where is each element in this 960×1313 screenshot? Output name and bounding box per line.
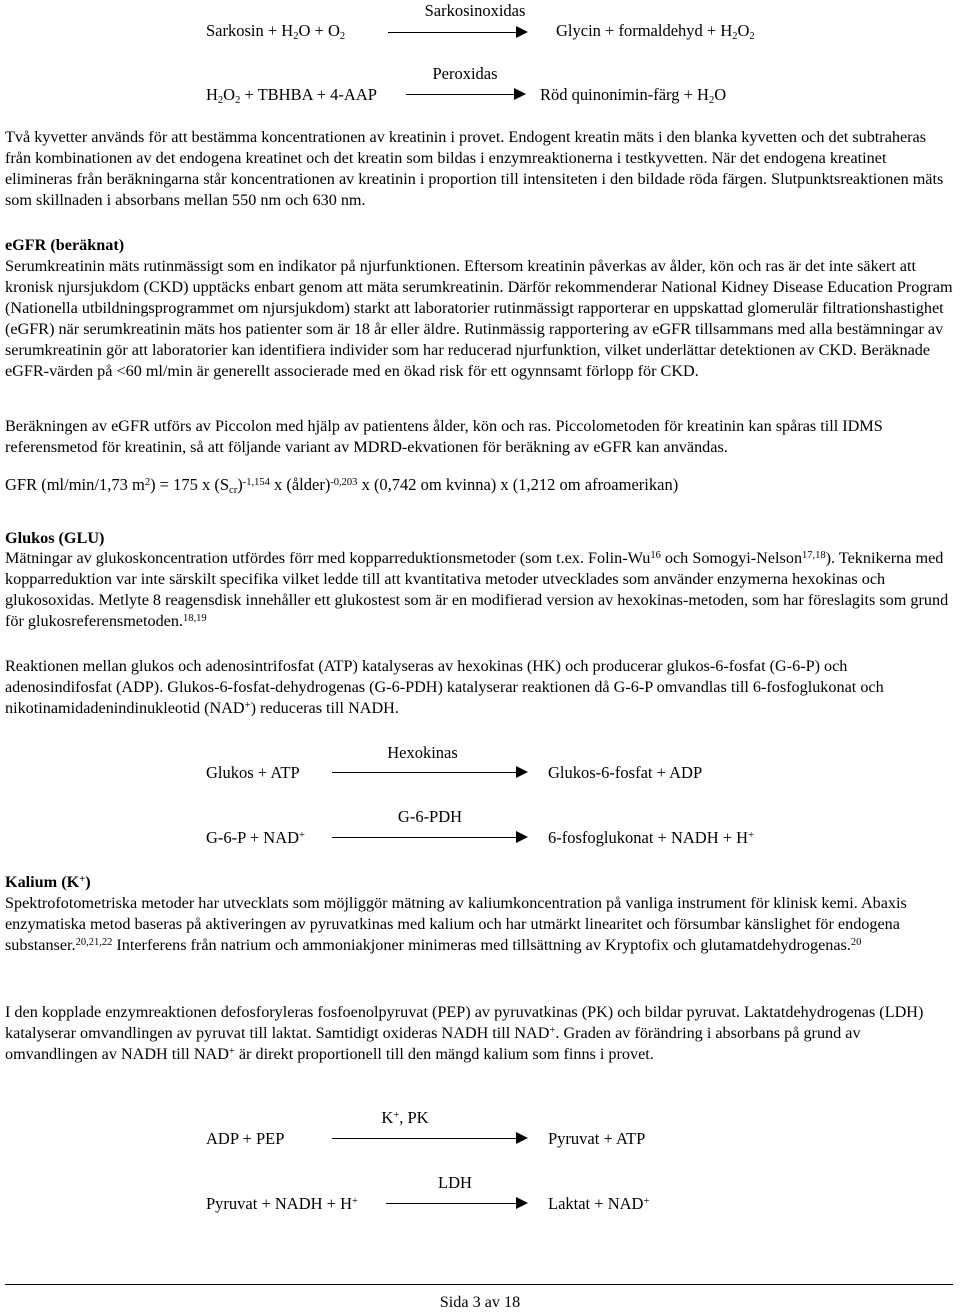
egfr-paragraph-1: Serumkreatinin mäts rutinmässigt som en indikator på njurfunktionen. Eftersom kreatinin påverkas av ålder, kön och ras är det inte säkert att kronisk njursjukdom (CKD) upptäcks enbart genom att mäta serumkreatinin. Därför rekommenderar National Kidney Disease Education Program (Nationella utbildningsprogrammet om njursjukdom) starkt att laboratorier rutinmässigt rapporterar en uppskattad glomerulär filtrationshastighet (eGFR) när serumkreatinin mäts hos patienter som är 18 år eller äldre. Rutinmässig rapportering av eGFR tillsammans med alla bestämningar av serumkreatinin gör att laboratorier kan identifiera individer som har reducerad njurfunktion, vilket underlättar detektionen av CKD. Beräknade eGFR-värden på <60 ml/min är generellt associerade med en ökad risk för ett ogynnsamt förlopp för CKD. xyxy=(5,257,953,380)
kalium-heading: Kalium (K+) xyxy=(5,873,91,891)
glukos-paragraph-1: Mätningar av glukoskoncentration utfördes förr med kopparreduktionsmetoder (som t.ex. Folin-Wu$^{16}$ och Somogyi-Nelson$^{17,18}$). Teknikerna med kopparreduktion var inte särskilt specifika vilket ledde till att kvantitativa metoder utvecklades som använder enzymerna hexokinas och glukosoxidas. Metlyte 8 reagensdisk innehåller ett glukostest som är en modifierad version av hexokinas-metoden, som har föreslagits som grund för glukosreferensmetoden.$^{18,19}$ xyxy=(5,549,949,630)
glukos-heading: Glukos (GLU) xyxy=(5,529,105,547)
reaction-arrow xyxy=(386,1197,528,1209)
reaction-arrow xyxy=(332,766,528,778)
reaction-catalyst-g6pdh: G-6-PDH xyxy=(397,807,463,826)
reaction-arrow xyxy=(332,831,528,843)
reaction-left-pyruvat-nadh: Pyruvat + NADH + H+ xyxy=(206,1194,358,1213)
reaction-right-glukos-6-fosfat: Glukos-6-fosfat + ADP xyxy=(548,763,703,782)
reaction-right-glycin: Glycin + formaldehyd + $H_2O_2$ xyxy=(556,21,755,42)
reaction-catalyst-ldh: LDH xyxy=(438,1173,472,1192)
reaction-left-g6p-nad: G-6-P + NAD+ xyxy=(206,828,305,847)
egfr-paragraph-2: Beräkningen av eGFR utförs av Piccolon med hjälp av patientens ålder, kön och ras. Piccolometoden för kreatinin kan spåras till IDMS referensmetod för kreatinin, så att följande variant av MDRD-ekvationen för beräkning av eGFR kan användas. xyxy=(5,417,883,456)
reaction-left-h2o2: $H_2O_2$ + TBHBA + 4-AAP xyxy=(206,85,377,106)
reaction-arrow xyxy=(406,88,526,100)
reaction-catalyst-sarkosinoxidas: Sarkosinoxidas xyxy=(424,1,526,20)
reaction-catalyst-hexokinas: Hexokinas xyxy=(387,743,458,762)
reaction-right-laktat-nad: Laktat + NAD+ xyxy=(548,1194,650,1213)
reaction-catalyst-k-pk: K+, PK xyxy=(381,1108,429,1127)
reaction-right-quinonimin: Röd quinonimin-färg + $H_2O$ xyxy=(540,85,727,106)
reaction-arrow xyxy=(388,26,528,38)
kalium-paragraph-1: Spektrofotometriska metoder har utvecklats som möjliggör mätning av kaliumkoncentration på vanliga instrument för klinisk kemi. Abaxis enzymatiska metod baseras på aktiveringen av pyruvatkinas med kalium och har utmärkt linearitet och försumbar känslighet för endogena substanser.$^{20,21,22}$ Interferens från natrium och ammoniakjoner minimeras med tillsättning av Kryptofix och glutamatdehydrogenas.$^{20}$ xyxy=(5,894,907,954)
egfr-heading: eGFR (beräknat) xyxy=(5,236,125,254)
footer-divider xyxy=(5,1284,953,1285)
reaction-left-sarkosin: Sarkosin + $H_2O + O_2$ xyxy=(206,21,346,42)
page-number: Sida 3 av 18 xyxy=(439,1293,521,1311)
glukos-paragraph-2: Reaktionen mellan glukos och adenosintrifosfat (ATP) katalyseras av hexokinas (HK) och producerar glukos-6-fosfat (G-6-P) och adenosindifosfat (ADP). Glukos-6-fosfat-dehydrogenas (G-6-PDH) katalyserar reaktionen då G-6-P omvandlas till 6-fosfoglukonat och nikotinamidadenindinukleotid (NAD+) reduceras till NADH. xyxy=(5,657,884,717)
egfr-formula: GFR (ml/min/1,73 $m^2) = 175$ x $(S_{cr})^{-1,154}$ x (ålder)$^{-0,203}$ x (0,742 om kvinna) x (1,212 om afroamerikan) xyxy=(5,475,679,496)
reaction-right-6-fosfoglukonat: 6-fosfoglukonat + NADH + H+ xyxy=(548,828,755,847)
reaction-left-adp-pep: ADP + PEP xyxy=(206,1129,285,1148)
reaction-right-pyruvat-atp: Pyruvat + ATP xyxy=(548,1129,646,1148)
kalium-paragraph-2: I den kopplade enzymreaktionen defosforyleras fosfoenolpyruvat (PEP) av pyruvatkinas (PK) och bildar pyruvat. Laktatdehydrogenas (LDH) katalyserar omvandlingen av pyruvat till laktat. Samtidigt oxideras NADH till NAD+. Graden av förändring i absorbans på grund av omvandlingen av NADH till NAD+ är direkt proportionell till den mängd kalium som finns i provet. xyxy=(5,1003,924,1063)
kreatinin-paragraph: Två kyvetter används för att bestämma koncentrationen av kreatinin i provet. Endogent kreatin mäts i den blanka kyvetten och det subtraheras från kombinationen av det endogena kreatinet och det kreatin som bildas i enzymreaktionerna i testkyvetten. När det endogena kreatinet elimineras från beräkningarna står koncentrationen av kreatinin i proportion till intensiteten i den bildade röda färgen. Slutpunktsreaktionen mäts som skillnaden i absorbans mellan 550 nm och 630 nm. xyxy=(5,128,944,209)
reaction-arrow xyxy=(332,1132,528,1144)
reaction-left-glukos-atp: Glukos + ATP xyxy=(206,763,300,782)
reaction-catalyst-peroxidas: Peroxidas xyxy=(432,64,498,83)
